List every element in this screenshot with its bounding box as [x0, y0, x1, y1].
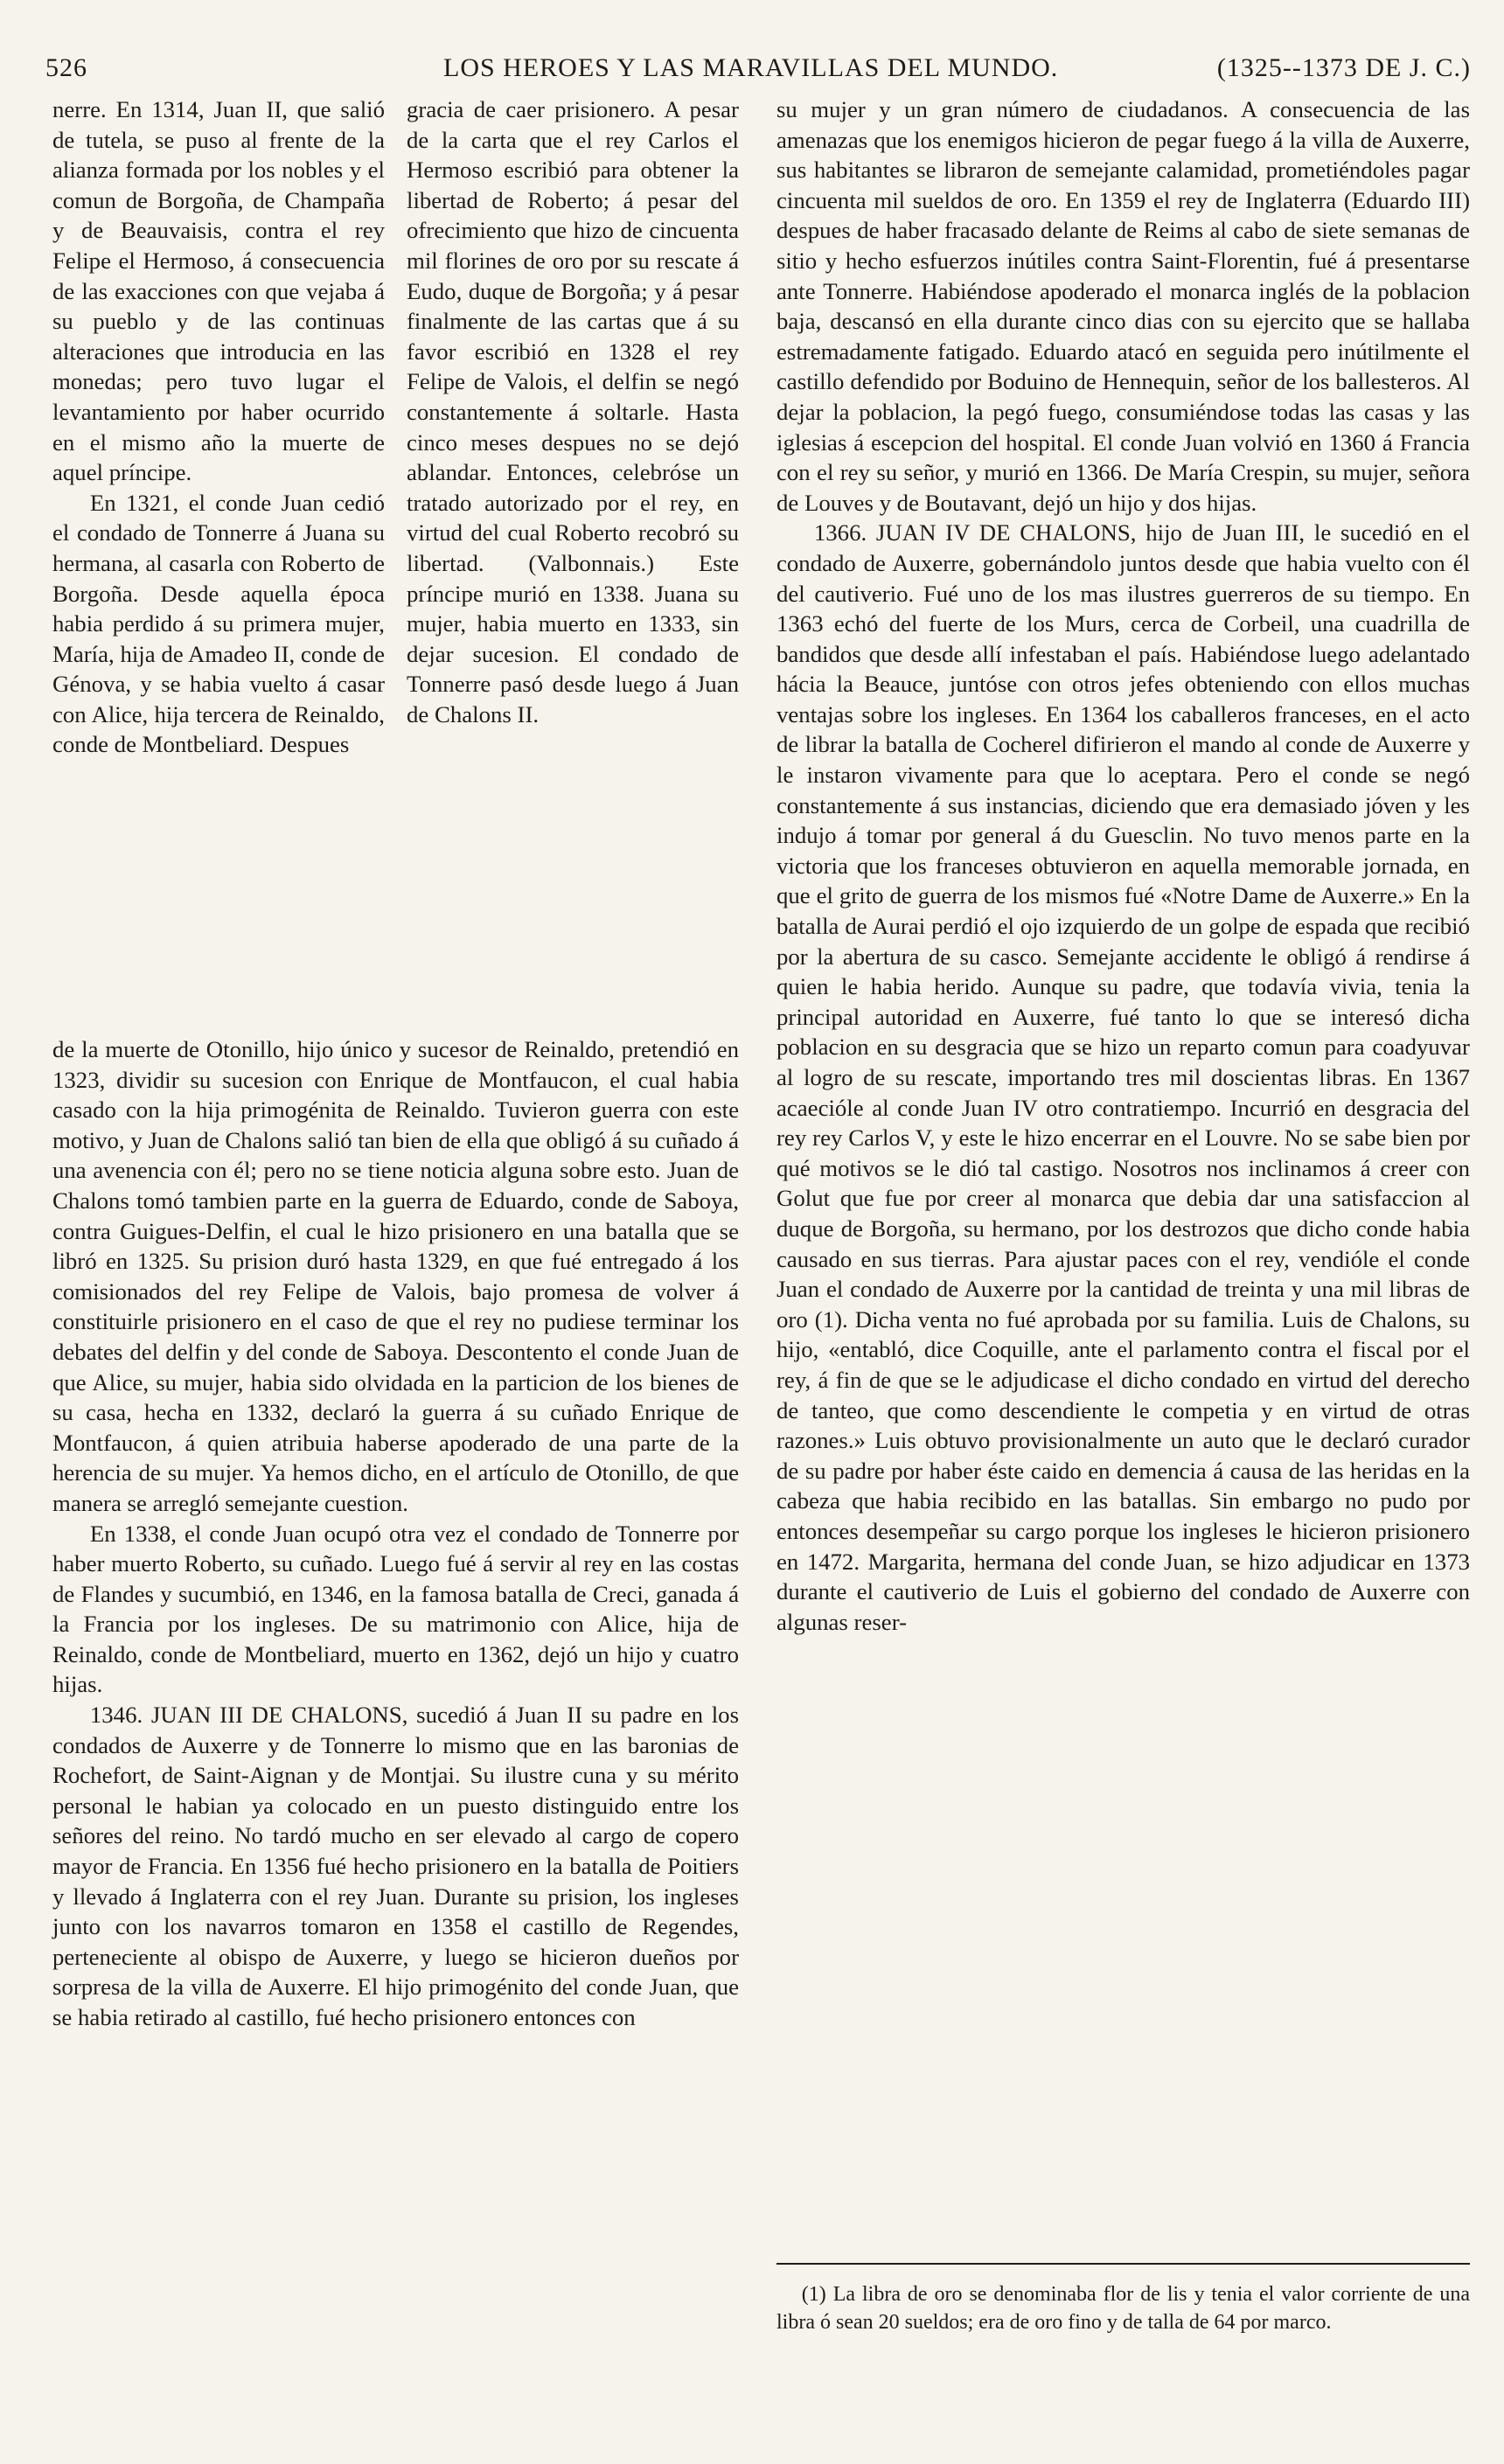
- paragraph: gracia de caer prisionero. A pesar de la carta que el rey Carlos el Hermoso escribió para obtener la libertad de Roberto; á pesar del ofrecimiento que hizo de cincuenta mil florines de oro por su rescate á Eudo, duque de Borgoña; y á pesar finalmente de las cartas que á su favor escribió en 1328 el rey Felipe de Valois, el delfin se negó constantemente á soltarle. Hasta cinco meses despues no se dejó ablandar. Entonces, celebróse un tratado autorizado por el rey, en virtud del cual Roberto recobró su libertad. (Valbonnais.) Este príncipe murió en 1338. Juana su mujer, habia muerto en 1333, sin dejar sucesion. El condado de Tonnerre pasó desde luego á Juan de Chalons II.: [407, 96, 739, 727]
- paragraph: 1366. JUAN IV DE CHALONS, hijo de Juan III, le sucedió en el condado de Auxerre, gobernándolo juntos desde que habia vuelto con él del cautiverio. Fué uno de los mas ilustres guerreros de su tiempo. En 1363 echó del fuerte de los Murs, cerca de Corbeil, una cuadrilla de bandidos que desde allí infestaban el país. Habiéndose luego adelantado hácia la Beauce, juntóse con otros jefes obteniendo con ellos muchas ventajas sobre los ingleses. En 1364 los caballeros franceses, en el acto de librar la batalla de Cocherel difirieron el mando al conde de Auxerre y le instaron vivamente para que lo aceptara. Pero el conde se negó constantemente á sus instancias, diciendo que era demasiado jóven y les indujo á tomar por general á du Guesclin. No tuvo menos parte en la victoria que los franceses obtuvieron en aquella memorable jornada, en que el grito de guerra de los mismos fué «Notre Dame de Auxerre.» En la batalla de Aurai perdió el ojo izquierdo de un golpe de espada que recibió por la abertura de su casco. Semejante accidente le obligó á rendirse á quien le habia herido. Aunque su padre, que todavía vivia, tenia la principal autoridad en Auxerre, fué tanto lo que se interesó dicha poblacion en su desgracia que se hizo un reparto comun para coadyuvar al logro de su rescate, importando tres mil doscientas libras. En 1367 acaecióle al conde Juan IV otro contratiempo. Incurrió en desgracia del rey rey Carlos V, y este le hizo encerrar en el Louvre. No se sabe bien por qué motivos se le dió tal castigo. Nosotros nos inclinamos á creer con Golut que fue por creer al monarca que debia dar una satisfaccion al duque de Borgoña, su hermano, por los destrozos que dicho conde habia causado en sus tierras. Para ajustar paces con el rey, vendióle el conde Juan el condado de Auxerre por la cantidad de treinta y una mil libras de oro (1). Dicha venta no fué aprobada por su familia. Luis de Chalons, su hijo, «entabló, dice Coquille, ante el parlamento contra el fiscal por el rey, á fin de que se le adjudicase el dicho condado en virtud del derecho de tanteo, que como descendiente le competia y en virtud de otras razones.» Luis obtuvo provisionalmente un auto que le declaró curador de su padre por haber éste caido en demencia á causa de las heridas en la cabeza que habia recibido en las batallas. Sin embargo no pudo por entonces desempeñar su cargo porque los ingleses le hicieron prisionero en 1472. Margarita, hermana del conde Juan, se hizo adjudicar en 1373 durante el cautiverio de Luis el gobierno del condado de Auxerre con algunas reser-: [776, 519, 1470, 1635]
- column-middle-narrow: [407, 94, 739, 729]
- paragraph: de la muerte de Otonillo, hijo único y sucesor de Reinaldo, pretendió en 1323, dividir su sucesion con Enrique de Montfaucon, el cual habia casado con la hija primogénita de Reinaldo. Tuvieron guerra con este motivo, y Juan de Chalons salió tan bien de ella que obligó á su cuñado á una avenencia con él; pero no se tiene noticia alguna sobre esto. Juan de Chalons tomó tambien parte en la guerra de Eduardo, conde de Saboya, contra Guigues-Delfin, el cual le hizo prisionero en una batalla que se libró en 1325. Su prision duró hasta 1329, en que fué entregado á los comisionados del rey Felipe de Valois, bajo promesa de volver á constituirle prisionero en el caso de que el rey no pudiese terminar los debates del delfin y del conde de Saboya. Descontento el conde Juan de que Alice, su mujer, habia sido olvidada en la particion de los bienes de su casa, hecha en 1332, declaró la guerra á su cuñado Enrique de Montfaucon, á quien atribuia haberse apoderado de una parte de la herencia de su mujer. Ya hemos dicho, en el artículo de Otonillo, de que manera se arregló semejante cuestion.: [52, 1036, 739, 1516]
- paragraph: En 1321, el conde Juan cedió el condado de Tonnerre á Juana su hermana, al casarla con Roberto de Borgoña. Desde aquella época habia perdido á su primera mujer, María, hija de Amadeo II, conde de Génova, y se habia vuelto á casar con Alice, hija tercera de Reinaldo, conde de Montbeliard. Despues: [52, 489, 385, 758]
- paragraph: En 1338, el conde Juan ocupó otra vez el condado de Tonnerre por haber muerto Roberto, su cuñado. Luego fué á servir al rey en las costas de Flandes y sucumbió, en 1346, en la famosa batalla de Creci, ganada á la Francia por los ingleses. De su matrimonio con Alice, hija de Reinaldo, conde de Montbeliard, muerto en 1362, dejó un hijo y cuatro hijas.: [52, 1520, 739, 1698]
- page-header: [45, 51, 1471, 86]
- column-left-narrow: [52, 94, 385, 760]
- paragraph: 1346. JUAN III DE CHALONS, sucedió á Juan II su padre en los condados de Auxerre y de Tonnerre lo mismo que en las baronias de Rochefort, de Saint-Aignan y de Montjai. Su ilustre cuna y su mérito personal le habian ya colocado en un puesto distinguido entre los señores del reino. No tardó mucho en ser elevado al cargo de copero mayor de Francia. En 1356 fué hecho prisionero en la batalla de Poitiers y llevado á Inglaterra con el rey Juan. Durante su prision, los ingleses junto con los navarros tomaron en 1358 el castillo de Regendes, perteneciente al obispo de Auxerre, y luego se hicieron dueños por sorpresa de la villa de Auxerre. El hijo primogénito del conde Juan, que se habia retirado al castillo, fué hecho prisionero entonces con: [52, 1702, 739, 2030]
- column-left-wide: [52, 1034, 739, 2033]
- date-range: (1325--1373 DE J. C.): [1216, 53, 1471, 82]
- column-right: [776, 94, 1470, 1637]
- footnote-divider: [776, 2263, 1470, 2265]
- page-number: 526: [45, 53, 87, 82]
- footnote-text: (1) La libra de oro se denominaba flor de lis y tenia el valor corriente de una libra ó sean 20 sueldos; era de oro fino y de talla de 64 por marco.: [776, 2283, 1470, 2334]
- paragraph: nerre. En 1314, Juan II, que salió de tutela, se puso al frente de la alianza formada por los nobles y el comun de Borgoña, de Champaña y de Beauvaisis, contra el rey Felipe el Hermoso, á consecuencia de las exacciones con que vejaba á su pueblo y de las continuas alteraciones que introducia en las monedas; pero tuvo lugar el levantamiento por haber ocurrido en el mismo año la muerte de aquel príncipe.: [52, 96, 385, 486]
- running-title: LOS HEROES Y LAS MARAVILLAS DEL MUNDO.: [443, 53, 1059, 82]
- paragraph: su mujer y un gran número de ciudadanos. A consecuencia de las amenazas que los enemigos hicieron de pegar fuego á la villa de Auxerre, sus habitantes se libraron de semejante calamidad, prometiéndoles pagar cincuenta mil sueldos de oro. En 1359 el rey de Inglaterra (Eduardo III) despues de haber fracasado delante de Reims al cabo de siete semanas de sitio y hecho esfuerzos inútiles contra Saint-Florentin, fué á presentarse ante Tonnerre. Habiéndose apoderado el monarca inglés de la poblacion baja, descansó en ella durante cinco dias con su ejercito que se hallaba estremadamente fatigado. Eduardo atacó en seguida pero inútilmente el castillo defendido por Boduino de Hennequin, señor de los ballesteros. Al dejar la poblacion, la pegó fuego, consumiéndose todas las casas y las iglesias á escepcion del hospital. El conde Juan volvió en 1360 á Francia con el rey su señor, y murió en 1366. De María Crespin, su mujer, señora de Louves y de Boutavant, dejó un hijo y dos hijas.: [776, 96, 1470, 516]
- footnote: [776, 2280, 1470, 2336]
